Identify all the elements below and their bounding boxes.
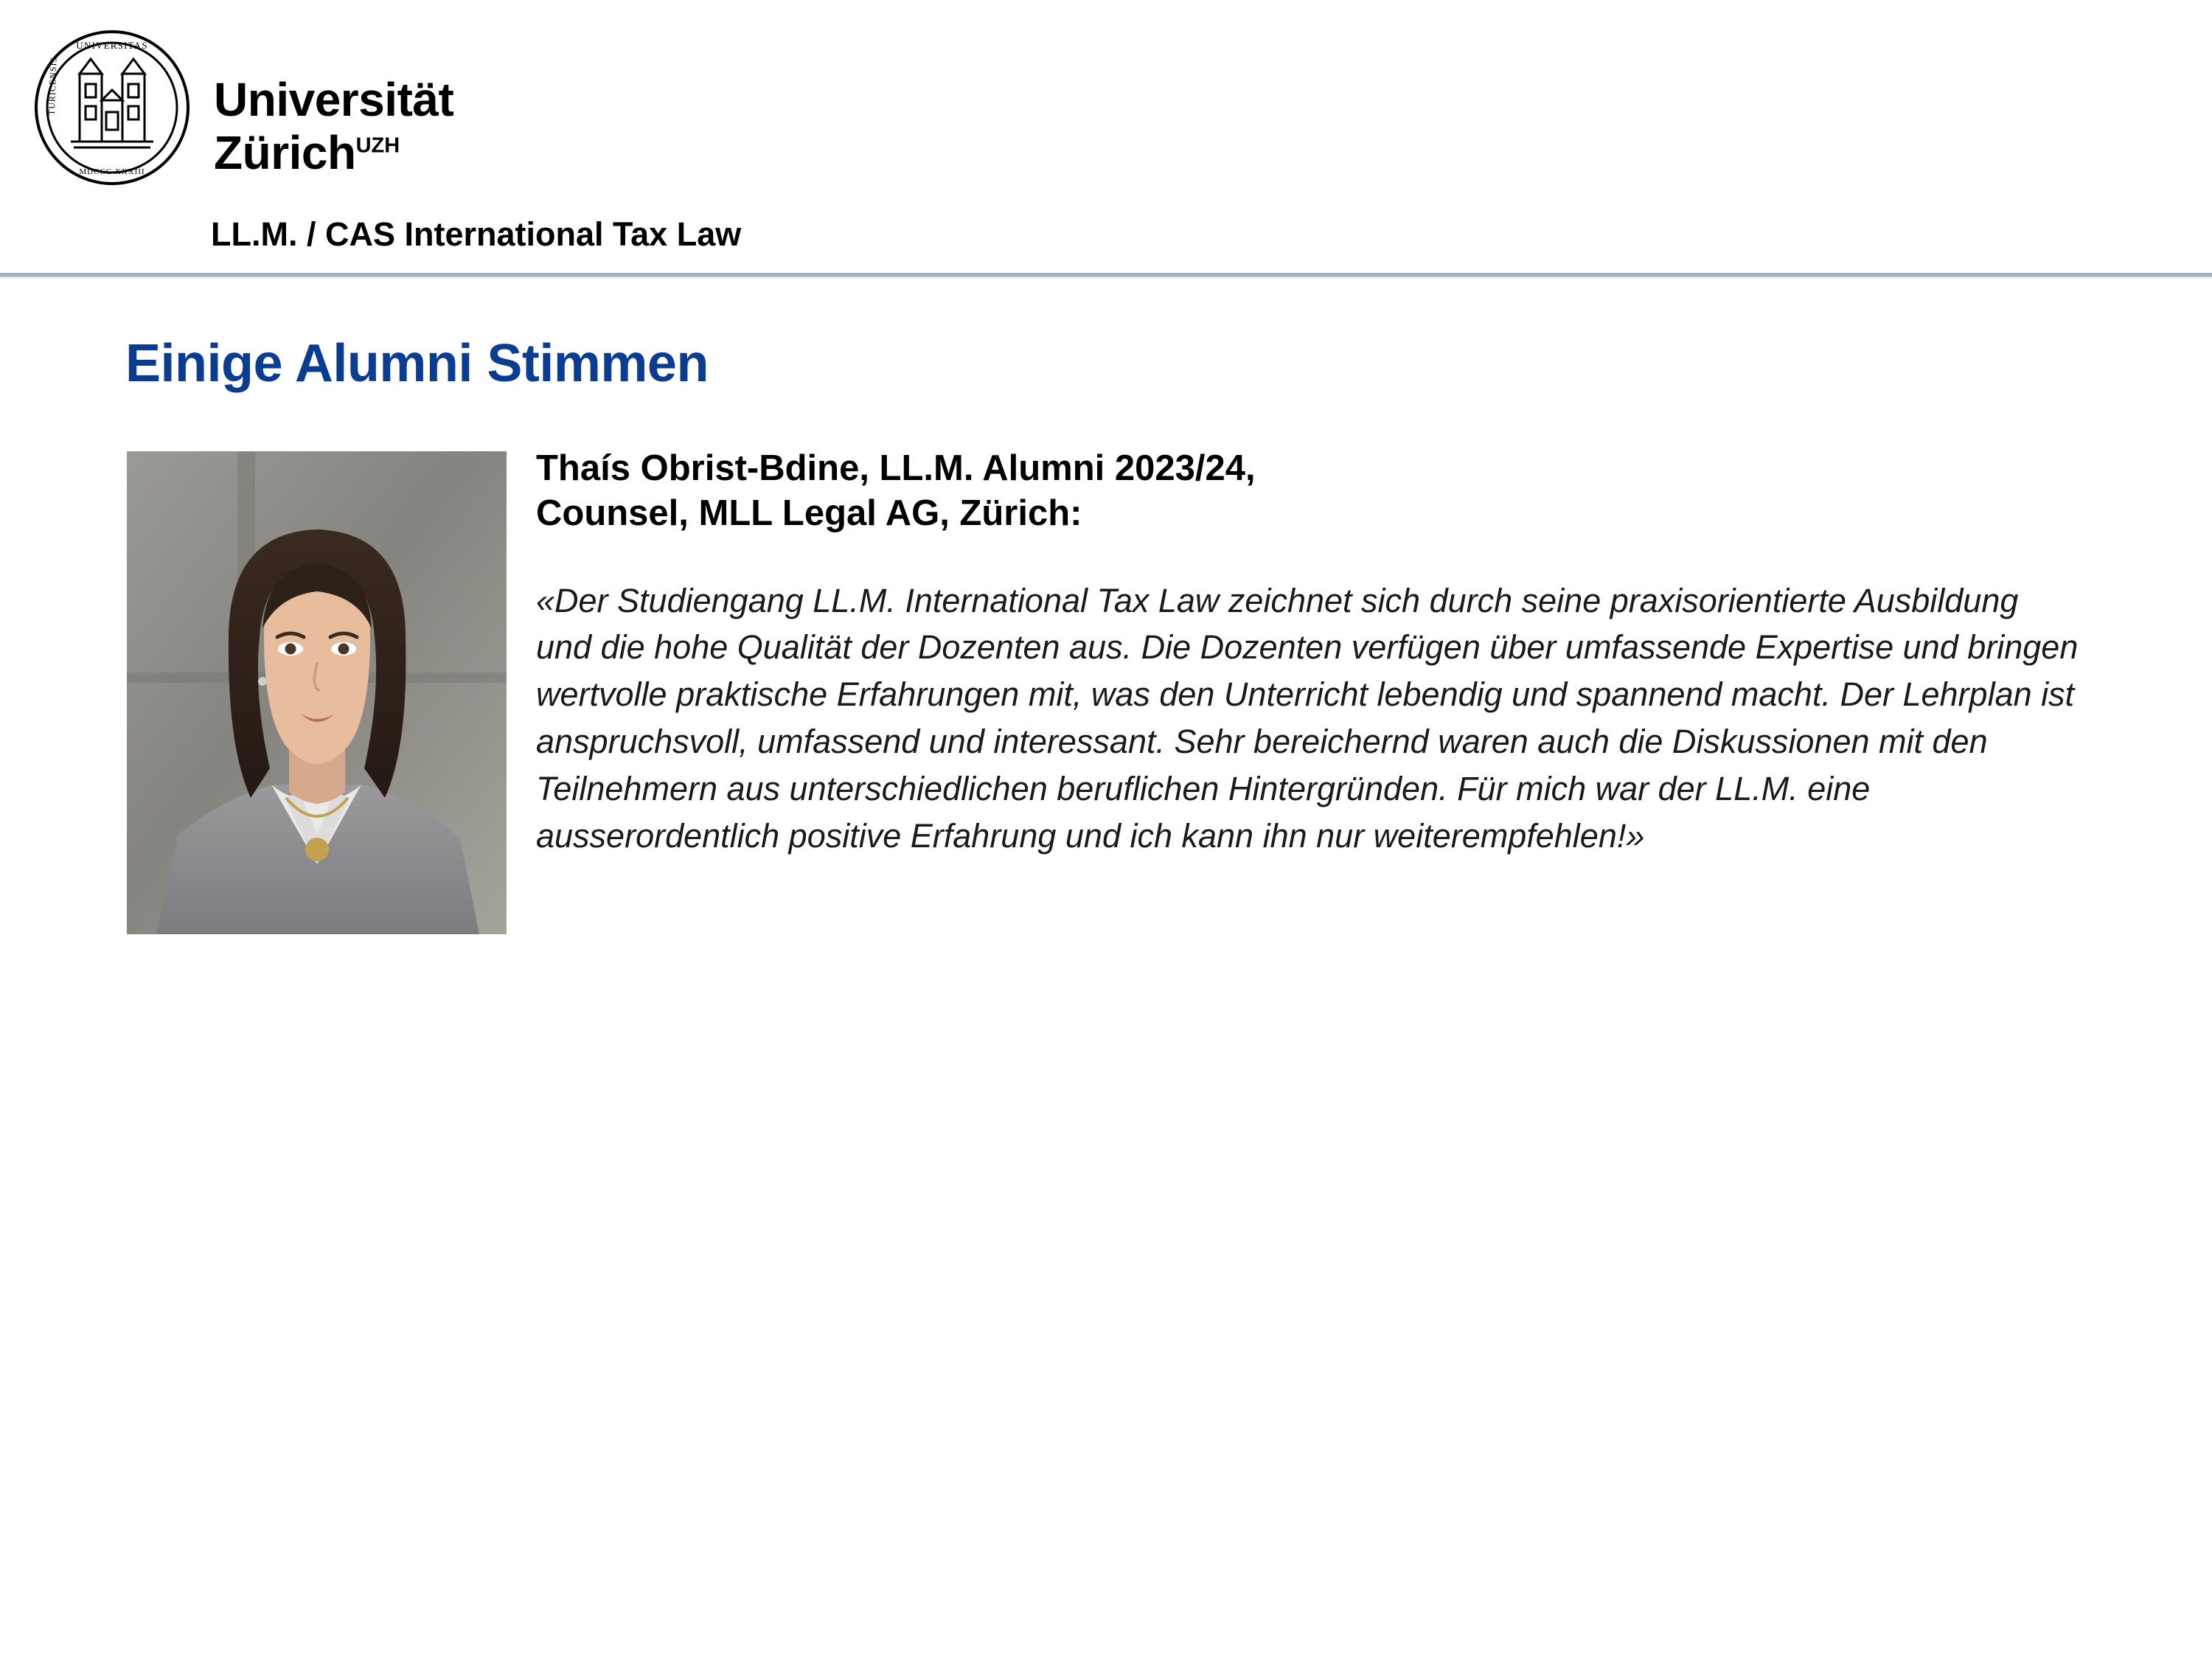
uzh-logo — [34, 29, 453, 186]
wordmark-abbreviation: UZH — [355, 133, 400, 158]
svg-text:TURICENSIS: TURICENSIS — [46, 56, 59, 116]
wordmark-line-1: Universität — [214, 73, 454, 126]
header-subtitle: LL.M. / CAS International Tax Law — [211, 215, 742, 253]
testimonial-block — [536, 446, 2084, 860]
page-title: Einige Alumni Stimmen — [125, 334, 709, 393]
alumni-portrait-photo — [127, 451, 507, 934]
wordmark-line-2: Zürich — [214, 125, 356, 179]
attribution-line-1: Thaís Obrist-Bdine, LL.M. Alumni 2023/24, — [536, 448, 1256, 488]
testimonial-quote: «Der Studiengang LL.M. International Tax Law zeichnet sich durch seine praxisorientierte Ausbildung und die hohe Qualität der Dozenten aus. Die Dozenten verfügen über umfassende Expertise und bringen wertvolle praktische Erfahrungen mit, was den Unterricht lebendig und spannend macht. Der Lehrplan ist anspruchsvoll, umfassend und interessant. Sehr bereichernd waren auch die Diskussionen mit den Teilnehmern aus unterschiedlichen beruflichen Hintergründen. Für mich war der LL.M. eine ausserordentlich positive Erfahrung und ich kann ihn nur weiterempfehlen!» — [536, 581, 2079, 855]
header-divider-secondary — [0, 277, 2212, 278]
page-header — [0, 0, 2212, 274]
university-seal-icon — [34, 29, 190, 186]
attribution-line-2: Counsel, MLL Legal AG, Zürich: — [536, 493, 1082, 533]
testimonial-attribution — [536, 446, 2084, 536]
svg-text:MDCCC XXXIII: MDCCC XXXIII — [79, 167, 145, 176]
uzh-wordmark — [214, 74, 453, 179]
svg-text:UNIVERSITAS: UNIVERSITAS — [76, 40, 148, 51]
